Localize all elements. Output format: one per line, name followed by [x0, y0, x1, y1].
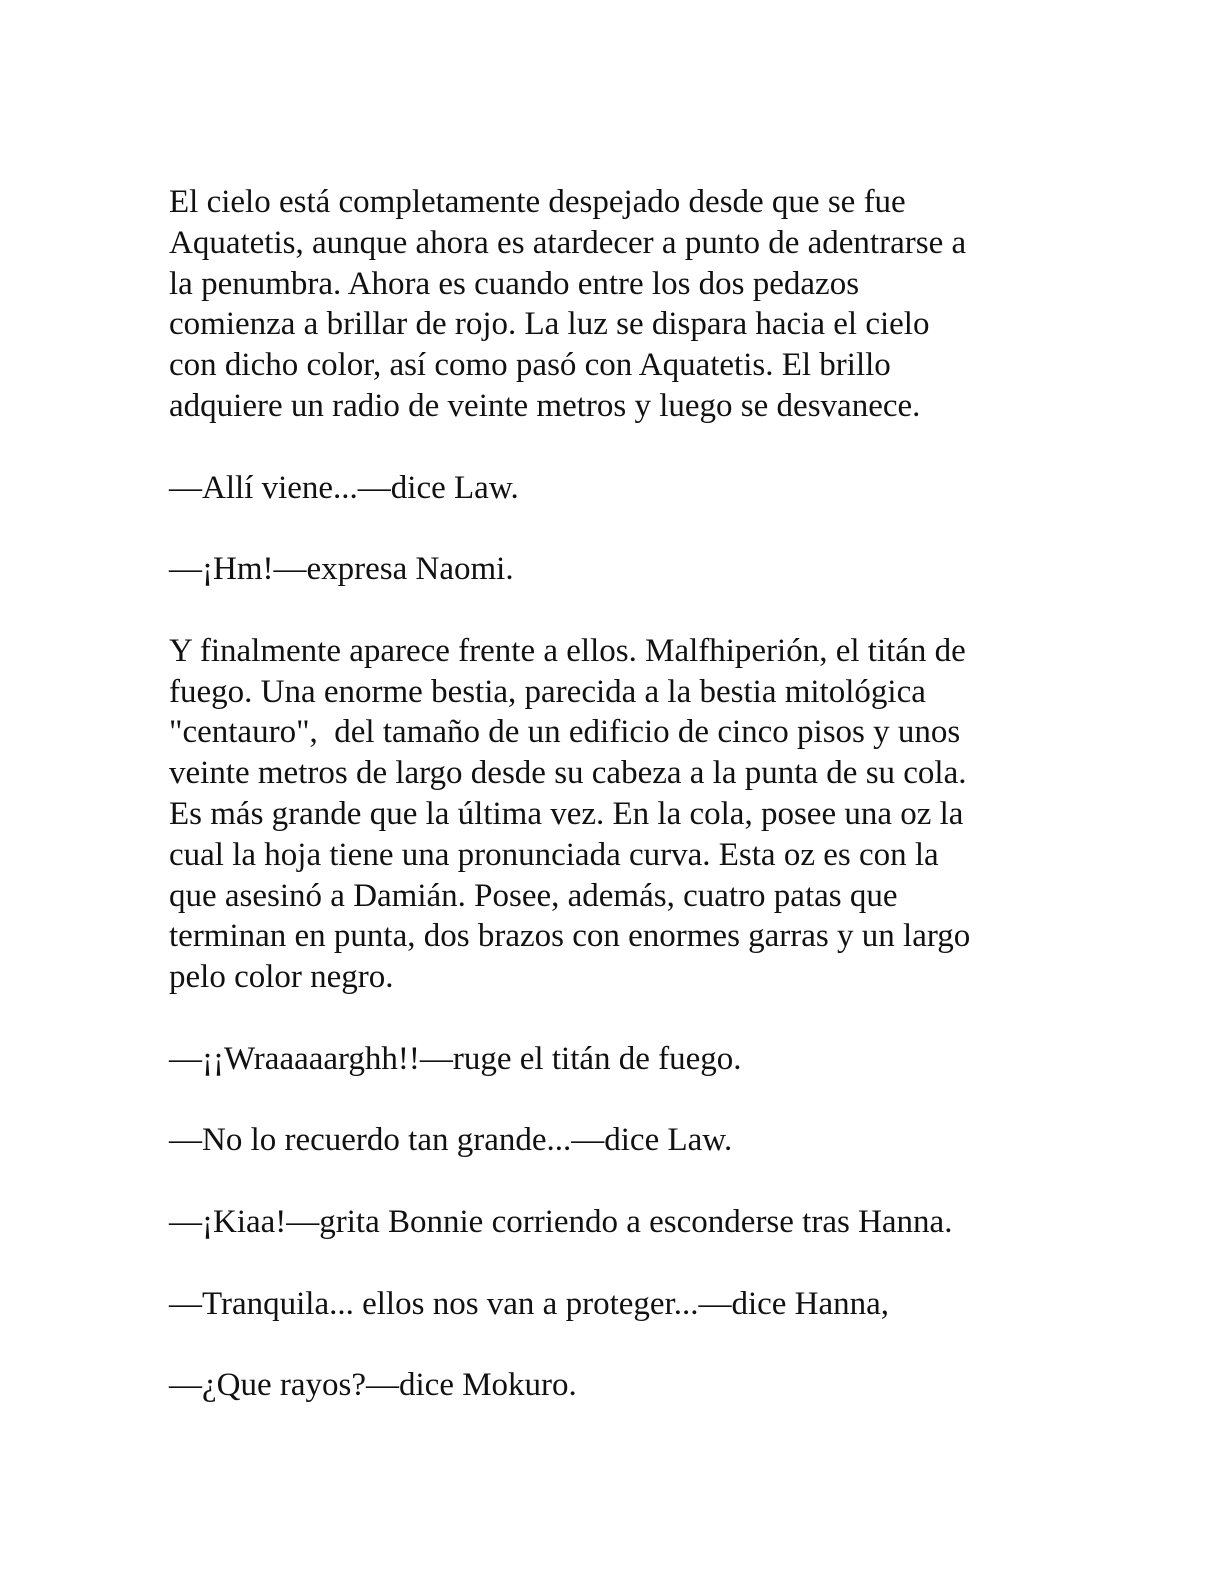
text-line: —¡¡Wraaaaarghh!!—ruge el titán de fuego.: [169, 1040, 742, 1077]
paragraph-spacer: [169, 508, 1049, 549]
text-line: —No lo recuerdo tan grande...—dice Law.: [169, 1122, 733, 1159]
text-line: —¡Hm!—expresa Naomi.: [169, 551, 514, 588]
paragraph-spacer: [169, 1243, 1049, 1284]
paragraph-narration-1: [169, 182, 1049, 427]
dialogue-line-law-2: [169, 1120, 1049, 1161]
text-line: cual la hoja tiene una pronunciada curva. Esta oz es con la: [169, 836, 939, 873]
text-line: Aquatetis, aunque ahora es atardecer a punto de adentrarse a: [169, 224, 967, 261]
text-line: "centauro", del tamaño de un edificio de cinco pisos y unos: [169, 714, 961, 751]
paragraph-spacer: [169, 590, 1049, 631]
text-line: Y finalmente aparece frente a ellos. Malfhiperión, el titán de: [169, 632, 966, 669]
text-line: con dicho color, así como pasó con Aquatetis. El brillo: [169, 347, 891, 384]
text-line: pelo color negro.: [169, 959, 394, 996]
text-line: Es más grande que la última vez. En la cola, posee una oz la: [169, 795, 964, 832]
text-line: veinte metros de largo desde su cabeza a la punta de su cola.: [169, 755, 967, 792]
dialogue-line-titan: [169, 1039, 1049, 1080]
text-line: —¿Que rayos?—dice Mokuro.: [169, 1367, 577, 1404]
text-line: la penumbra. Ahora es cuando entre los dos pedazos: [169, 265, 860, 302]
text-line: fuego. Una enorme bestia, parecida a la bestia mitológica: [169, 673, 926, 710]
dialogue-line-bonnie: [169, 1202, 1049, 1243]
dialogue-line-law-1: [169, 468, 1049, 509]
dialogue-line-hanna: [169, 1284, 1049, 1325]
paragraph-spacer: [169, 998, 1049, 1039]
paragraph-spacer: [169, 1324, 1049, 1365]
text-line: comienza a brillar de rojo. La luz se dispara hacia el cielo: [169, 306, 930, 343]
dialogue-line-naomi: [169, 549, 1049, 590]
text-line: terminan en punta, dos brazos con enormes garras y un largo: [169, 918, 971, 955]
body-text: [169, 182, 1049, 1406]
paragraph-narration-2: [169, 631, 1049, 998]
text-line: —Tranquila... ellos nos van a proteger...—dice Hanna,: [169, 1285, 890, 1322]
text-line: —¡Kiaa!—grita Bonnie corriendo a esconderse tras Hanna.: [169, 1203, 953, 1240]
dialogue-line-mokuro: [169, 1365, 1049, 1406]
paragraph-spacer: [169, 1080, 1049, 1121]
text-line: adquiere un radio de veinte metros y luego se desvanece.: [169, 387, 921, 424]
text-line: —Allí viene...—dice Law.: [169, 469, 519, 506]
paragraph-spacer: [169, 427, 1049, 468]
text-line: El cielo está completamente despejado desde que se fue: [169, 184, 906, 220]
text-line: que asesinó a Damián. Posee, además, cuatro patas que: [169, 877, 898, 914]
paragraph-spacer: [169, 1161, 1049, 1202]
